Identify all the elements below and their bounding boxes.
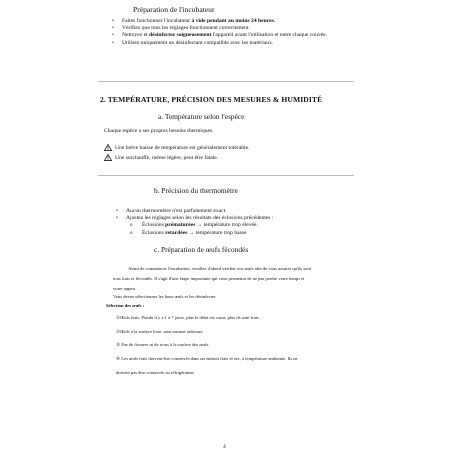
divider: [98, 81, 354, 82]
warning-icon: [104, 144, 112, 151]
heading-preparation: Préparation de l'incubateur: [133, 5, 215, 14]
selection-title: Sélection des œufs :: [106, 303, 145, 308]
eggs-intro-line: votre argent.: [113, 286, 137, 291]
subheading-species-temperature: a. Température selon l'espèce: [158, 112, 245, 121]
selection-item: ①Œufs frais. Pondu il y a 1 à 7 jours, plus le délai est court, plus ils sont frais.: [116, 315, 260, 320]
list-item: • Ajustez les réglages selon les résultats des éclosions précédentes : o Éclosions prématurées → température trop élevée. o Éclosions retardées → température trop basse: [116, 215, 356, 237]
subheading-thermometer: b. Précision du thermomètre: [154, 186, 238, 195]
species-text: Chaque espèce a ses propres besoins thermiques.: [104, 128, 214, 134]
list-item: • Faites fonctionner l'incubateur à vide pendant au moins 24 heures.: [112, 18, 352, 25]
section-title-temperature: 2. TEMPÉRATURE, PRÉCISION DES MESURES & HUMIDITÉ: [100, 95, 323, 104]
list-item: • Utilisez uniquement un désinfectant compatible avec les matériaux.: [112, 40, 352, 47]
eggs-intro-line: Avant de commencer l'incubation, veuillez d'abord vérifier vos œufs afin de vous assurer qu'ils sont: [128, 266, 311, 271]
subheading-eggs: c. Préparation de œufs fécondés: [154, 245, 249, 254]
selection-item: doivent pas être conservés au réfrigérateur.: [116, 370, 195, 375]
warning-icon: [104, 154, 112, 161]
selection-item: ④ Les œufs frais doivent être conservés dans un endroit frais et sec, à température ambiante. Ils ne: [116, 356, 298, 361]
thermo-sublist: [126, 222, 356, 236]
list-item: • Vérifiez que tous les réglages fonctionnent correctement.: [112, 25, 352, 32]
page-number: 4: [223, 444, 226, 450]
warning-item: Une brève baisse de température est généralement tolérable.: [104, 144, 250, 151]
warning-item: Une surchauffe, même légère, peut être fatale.: [104, 154, 218, 161]
eggs-intro-line: Vous devez sélectionner les bons œufs et les désinfecter.: [113, 294, 217, 299]
list-item: o Éclosions prématurées → température trop élevée.: [126, 222, 356, 229]
thermo-list: [116, 208, 356, 237]
list-item: o Éclosions retardées → température trop basse: [126, 230, 356, 237]
divider: [98, 175, 354, 176]
selection-item: ③ Pas de fissures ni de trous à la surface des œufs.: [116, 342, 210, 347]
prep-list: [112, 18, 352, 47]
list-item: • Nettoyez et désinfectez soigneusement l'appareil avant l'utilisation et entre chaque couvée.: [112, 32, 352, 39]
selection-item: ②Œufs à la surface lisse, sans aucune salissure.: [116, 329, 204, 334]
list-item: • Aucun thermomètre n'est parfaitement exact.: [116, 208, 356, 215]
eggs-intro-line: tous frais et fécondés. Il s'agit d'une étape importante qui vous permettra de ne pas perdre votre temps et: [113, 276, 305, 281]
